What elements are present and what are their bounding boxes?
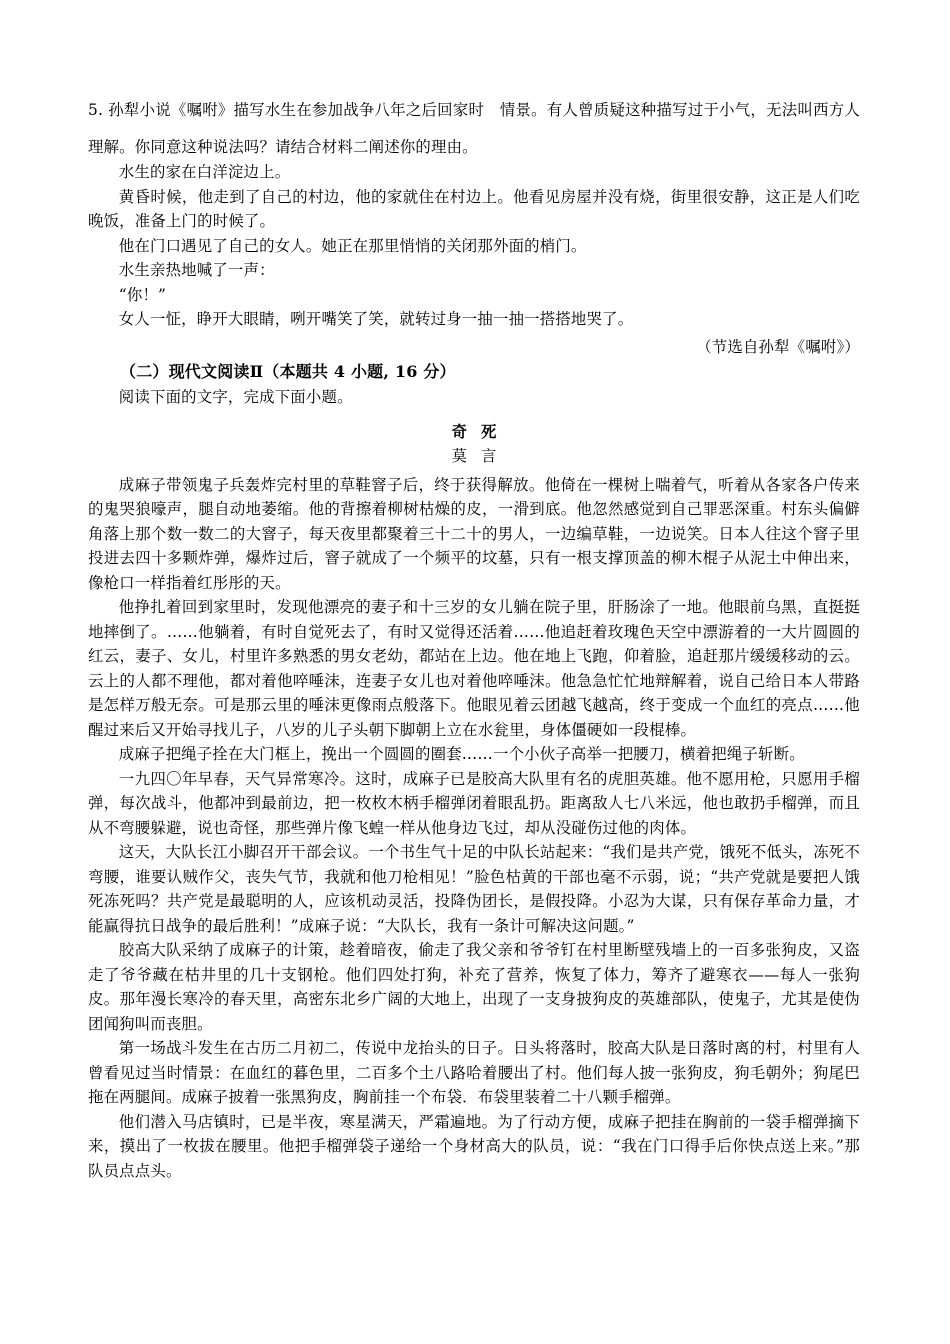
story-author: 莫言 <box>451 447 511 465</box>
story-title: 奇死 <box>451 422 511 441</box>
excerpt-paragraph: 他在门口遇见了自己的女人。她正在那里悄悄的关闭那外面的梢门。 <box>118 236 587 255</box>
question-5: 5. 孙犁小说《嘱咐》描写水生在参加战争八年之后回家时 情景。有人曾质疑这种描写过于小气，无法叫西方人理解。你同意这种说法吗？请结合材料二阐述你的理由。 <box>88 101 860 156</box>
excerpt-source: （节选自孙犁《嘱咐》） <box>696 337 860 356</box>
excerpt-paragraph: 水生亲热地喊了一声： <box>118 261 275 279</box>
story-paragraph: 胶高大队采纳了成麻子的计策，趁着暗夜，偷走了我父亲和爷爷钉在村里断壁残墙上的一百多张狗皮，又盗走了爷爷藏在枯井里的几十支钢枪。他们四处打狗，补充了营养，恢复了体力，筹齐了避寒衣——每人一张狗皮。那年漫长寒冷的春天里，高密东北乡广阔的大地上，出现了一支身披狗皮的英雄部队，使鬼子，尤其是使伪团闻狗叫而丧胆。 <box>88 941 860 1033</box>
story-paragraph: 这天，大队长江小脚召开干部会议。一个书生气十足的中队长站起来：“我们是共产党，饿死不低头，冻死不弯腰，谁要认贼作父，丧失气节，我就和他刀枪相见！”脸色枯黄的干部也毫不示弱，说；“共产党就是要把人饿死冻死吗？共产党是最聪明的人，应该机动灵活，投降伪团长，是假投降。小忍为大谋，只有保存革命力量，才能赢得抗日战争的最后胜利！”成麻子说：“大队长，我有一条计可解决这问题。” <box>88 843 860 935</box>
excerpt-block <box>88 160 860 359</box>
story-paragraph: 第一场战斗发生在古历二月初二，传说中龙抬头的日子。日头将落时，胶高大队是日落时离的村，村里有人曾看见过当时情景：在血红的暮色里，二百多个土八路哈着腰出了村。他们每人披一张狗皮，狗毛朝外；狗尾巴拖在两腿间。成麻子披着一张黑狗皮，胸前挂一个布袋．布袋里装着二十八颗手榴弹。 <box>88 1039 860 1106</box>
story-paragraph: 成麻子把绳子拴在大门框上，挽出一个圆圆的圈套……一个小伙子高举一把腰刀，横着把绳子斩断。 <box>118 745 805 763</box>
excerpt-paragraph: “你！” <box>118 285 167 304</box>
excerpt-paragraph: 水生的家在白洋淀边上。 <box>118 163 291 181</box>
excerpt-paragraph: 黄昏时候，他走到了自己的村边，他的家就住在村边上。他看见房屋并没有烧，街里很安静，这正是人们吃晚饭，准备上门的时候了。 <box>88 187 860 230</box>
exam-page <box>88 92 860 1183</box>
section-title: （二）现代文阅读Ⅱ（本题共 4 小题, 16 分） <box>120 362 456 381</box>
excerpt-paragraph: 女人一怔，睁开大眼睛，咧开嘴笑了笑，就转过身一抽一抽一搭搭地哭了。 <box>118 310 634 328</box>
section-instruction: 阅读下面的文字，完成下面小题。 <box>118 388 353 406</box>
story-paragraph: 他们潜入马店镇时，已是半夜，寒星满天，严霜遍地。为了行动方便，成麻子把挂在胸前的一袋手榴弹摘下来，摸出了一枚拔在腰里。他把手榴弹袋子递给一个身材高大的队员，说：“我在门口得手后你快点送上来。”那队员点点头。 <box>88 1112 860 1180</box>
story-paragraph: 成麻子带领鬼子兵轰炸完村里的草鞋窨子后，终于获得解放。他倚在一棵树上喘着气，听着从各家各户传来的鬼哭狼嚎声，腿自动地萎缩。他的背擦着柳树枯燥的皮，一滑到底。他忽然感觉到自己罪恶深重。村东头偏僻角落上那个数一数二的大窨子，每天夜里都聚着三十二十的男人，一边编草鞋，一边说笑。日本人往这个窨子里投进去四十多颗炸弹，爆炸过后，窨子就成了一个频平的坟墓，只有一根支撑顶盖的柳木棍子从泥土中伸出来，像枪口一样指着红彤彤的天。 <box>88 475 860 592</box>
story-body <box>88 473 860 1184</box>
story-paragraph: 他挣扎着回到家里时，发现他漂亮的妻子和十三岁的女儿躺在院子里，肝肠涂了一地。他眼前乌黑，直挺挺地摔倒了。……他躺着，有时自觉死去了，有时又觉得还活着……他追赶着玫瑰色天空中漂游着的一大片圆圆的红云，妻子、女儿，村里许多熟悉的男女老幼，都站在上边。他在地上飞跑，仰着脸，追赶那片缓缓移动的云。云上的人都不理他，都对着他啐唾沫，连妻子女儿也对着他啐唾沫。他急急忙忙地辩解着，说自己给日本人带路是怎样万般无奈。可是那云里的唾沫更像雨点般落下。他眼见着云团越飞越高，终于变成一个血红的亮点……他醒过来后又开始寻找儿子，八岁的儿子头朝下脚朝上立在水瓮里，身体僵硬如一段棍棒。 <box>88 598 860 739</box>
story-paragraph: 一九四〇年早春，天气异常寒冷。这时，成麻子已是胶高大队里有名的虎胆英雄。他不愿用枪，只愿用手榴弹，每次战斗，他都冲到最前边，把一枚枚木柄手榴弹闭着眼乱扔。距离敌人七八米远，他也敢扔手榴弹，而且从不弯腰躲避，说也奇怪，那些弹片像飞蝗一样从他身边飞过，却从没碰伤过他的肉体。 <box>88 769 860 837</box>
